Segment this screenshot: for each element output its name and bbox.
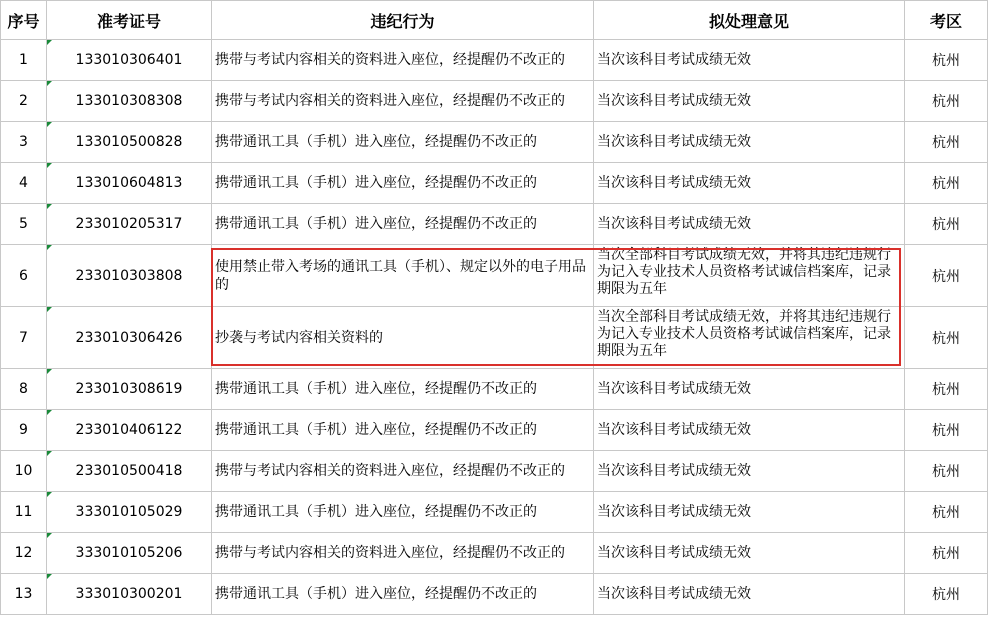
exam-id-text: 233010406122 [75, 422, 183, 438]
exam-id [47, 40, 212, 81]
cell-marker-icon [47, 451, 52, 456]
violation: 携带通讯工具（手机）进入座位，经提醒仍不改正的 [212, 122, 594, 163]
violation: 携带与考试内容相关的资料进入座位，经提醒仍不改正的 [212, 533, 594, 574]
cell-marker-icon [47, 245, 52, 250]
handling: 当次该科目考试成绩无效 [594, 81, 905, 122]
row-number: 10 [1, 451, 47, 492]
table-row [1, 533, 988, 574]
row-number: 11 [1, 492, 47, 533]
row-number: 9 [1, 410, 47, 451]
exam-id-text: 333010300201 [75, 586, 183, 602]
violation: 携带通讯工具（手机）进入座位，经提醒仍不改正的 [212, 369, 594, 410]
table-row [1, 122, 988, 163]
exam-id [47, 204, 212, 245]
row-number: 6 [1, 245, 47, 307]
row-number: 12 [1, 533, 47, 574]
exam-id [47, 307, 212, 369]
violation: 携带与考试内容相关的资料进入座位，经提醒仍不改正的 [212, 40, 594, 81]
violation: 携带通讯工具（手机）进入座位，经提醒仍不改正的 [212, 163, 594, 204]
table-row [1, 81, 988, 122]
row-number: 4 [1, 163, 47, 204]
exam-id-text: 333010105029 [75, 504, 183, 520]
exam-id-text: 133010604813 [75, 175, 183, 191]
exam-id-text: 133010306401 [75, 52, 183, 68]
handling: 当次该科目考试成绩无效 [594, 451, 905, 492]
cell-marker-icon [47, 40, 52, 45]
exam-id-text: 233010308619 [75, 381, 183, 397]
row-number: 8 [1, 369, 47, 410]
cell-marker-icon [47, 533, 52, 538]
cell-marker-icon [47, 122, 52, 127]
table-row [1, 451, 988, 492]
violation: 携带与考试内容相关的资料进入座位，经提醒仍不改正的 [212, 451, 594, 492]
table-row [1, 40, 988, 81]
handling: 当次该科目考试成绩无效 [594, 122, 905, 163]
violation: 携带通讯工具（手机）进入座位，经提醒仍不改正的 [212, 410, 594, 451]
area: 杭州 [905, 492, 988, 533]
violation: 抄袭与考试内容相关资料的 [212, 307, 594, 369]
table-row [1, 410, 988, 451]
handling: 当次该科目考试成绩无效 [594, 40, 905, 81]
cell-marker-icon [47, 492, 52, 497]
exam-id [47, 533, 212, 574]
area: 杭州 [905, 122, 988, 163]
area: 杭州 [905, 369, 988, 410]
handling: 当次该科目考试成绩无效 [594, 492, 905, 533]
handling: 当次该科目考试成绩无效 [594, 410, 905, 451]
area: 杭州 [905, 410, 988, 451]
header-handling: 拟处理意见 [594, 1, 905, 40]
handling: 当次全部科目考试成绩无效，并将其违纪违规行为记入专业技术人员资格考试诚信档案库，记录期限为五年 [594, 245, 905, 307]
header-violation: 违纪行为 [212, 1, 594, 40]
violation: 携带通讯工具（手机）进入座位，经提醒仍不改正的 [212, 492, 594, 533]
cell-marker-icon [47, 204, 52, 209]
exam-id-text: 133010308308 [75, 93, 183, 109]
header-no: 序号 [1, 1, 47, 40]
handling: 当次该科目考试成绩无效 [594, 204, 905, 245]
exam-id [47, 81, 212, 122]
table-row [1, 163, 988, 204]
area: 杭州 [905, 204, 988, 245]
row-number: 3 [1, 122, 47, 163]
area: 杭州 [905, 307, 988, 369]
cell-marker-icon [47, 307, 52, 312]
header-area: 考区 [905, 1, 988, 40]
handling: 当次全部科目考试成绩无效，并将其违纪违规行为记入专业技术人员资格考试诚信档案库，记录期限为五年 [594, 307, 905, 369]
table-row [1, 574, 988, 615]
exam-id-text: 233010205317 [75, 216, 183, 232]
row-number: 13 [1, 574, 47, 615]
exam-id [47, 369, 212, 410]
row-number: 2 [1, 81, 47, 122]
violation: 携带通讯工具（手机）进入座位，经提醒仍不改正的 [212, 204, 594, 245]
exam-id [47, 492, 212, 533]
exam-id [47, 122, 212, 163]
area: 杭州 [905, 533, 988, 574]
area: 杭州 [905, 40, 988, 81]
exam-id [47, 574, 212, 615]
table-row [1, 245, 988, 307]
cell-marker-icon [47, 574, 52, 579]
area: 杭州 [905, 451, 988, 492]
cell-marker-icon [47, 81, 52, 86]
table-row [1, 369, 988, 410]
area: 杭州 [905, 81, 988, 122]
row-number: 1 [1, 40, 47, 81]
exam-id-text: 233010303808 [75, 267, 183, 284]
handling: 当次该科目考试成绩无效 [594, 369, 905, 410]
exam-id-text: 233010306426 [75, 329, 183, 346]
exam-id [47, 163, 212, 204]
table-row [1, 204, 988, 245]
violation: 携带通讯工具（手机）进入座位，经提醒仍不改正的 [212, 574, 594, 615]
exam-id [47, 451, 212, 492]
row-number: 7 [1, 307, 47, 369]
area: 杭州 [905, 245, 988, 307]
exam-id [47, 410, 212, 451]
handling: 当次该科目考试成绩无效 [594, 533, 905, 574]
area: 杭州 [905, 163, 988, 204]
handling: 当次该科目考试成绩无效 [594, 163, 905, 204]
table-row [1, 307, 988, 369]
violation: 使用禁止带入考场的通讯工具（手机）、规定以外的电子用品的 [212, 245, 594, 307]
violation: 携带与考试内容相关的资料进入座位，经提醒仍不改正的 [212, 81, 594, 122]
header-row [1, 1, 988, 40]
exam-id [47, 245, 212, 307]
exam-id-text: 333010105206 [75, 545, 183, 561]
area: 杭州 [905, 574, 988, 615]
row-number: 5 [1, 204, 47, 245]
cell-marker-icon [47, 369, 52, 374]
table-row [1, 492, 988, 533]
exam-id-text: 233010500418 [75, 463, 183, 479]
handling: 当次该科目考试成绩无效 [594, 574, 905, 615]
header-exam-id: 准考证号 [47, 1, 212, 40]
cell-marker-icon [47, 163, 52, 168]
cell-marker-icon [47, 410, 52, 415]
exam-id-text: 133010500828 [75, 134, 183, 150]
